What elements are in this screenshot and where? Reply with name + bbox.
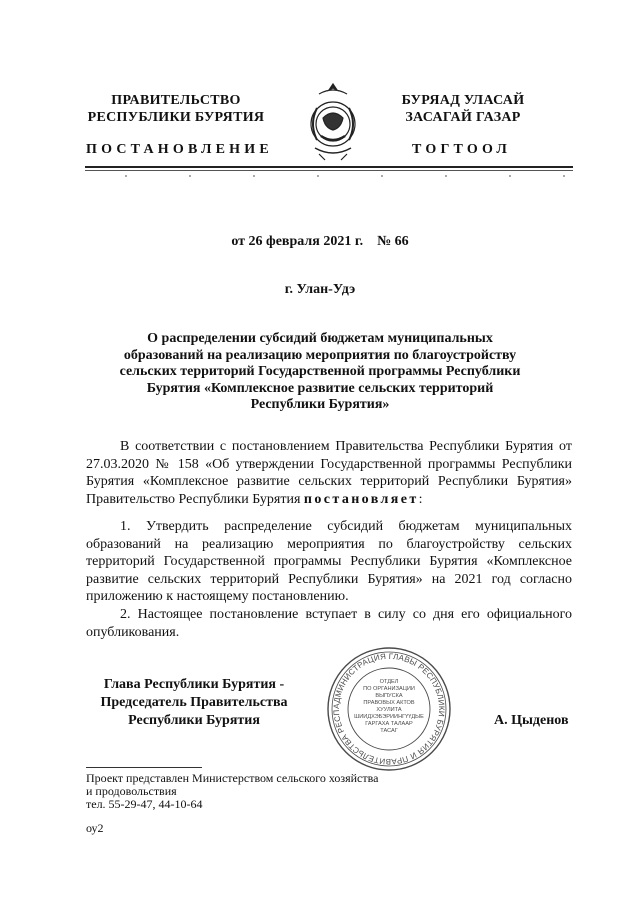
preamble-text: В соответствии с постановлением Правительства Республики Бурятия от 27.03.2020 № 158 «Об утверждении Государственной программы Республики Бурятия «Комплексное развитие сельских территорий Республики Бурятия» Правительство Республики Бурятия — [86, 439, 572, 507]
stamp-line5: ХУУЛИТА — [376, 707, 402, 713]
paragraph-preamble — [86, 438, 572, 508]
footer-rule — [86, 767, 202, 768]
footer-line1: Проект представлен Министерством сельского хозяйства — [86, 771, 379, 785]
document-title — [90, 331, 550, 414]
paragraph-item-2 — [86, 606, 572, 641]
signature-position-line2: Председатель Правительства — [100, 695, 288, 710]
stamp-ring-text: АДМИНИСТРАЦИЯ ГЛАВЫ РЕСПУБЛИКИ БУРЯТИЯ И ПРАВИТЕЛЬСТВА РЕСП — [331, 651, 447, 767]
header-right-line2: ЗАСАГАЙ ГАЗАР — [405, 110, 521, 125]
preamble-decree-word: постановляет — [303, 491, 419, 507]
doc-type-left: ПОСТАНОВЛЕНИЕ — [86, 142, 273, 157]
header-left-line1: ПРАВИТЕЛЬСТВО — [111, 93, 241, 108]
header-dots — [85, 175, 573, 181]
doc-type-right: ТОГТООЛ — [412, 142, 512, 157]
footer-line3: тел. 55-29-47, 44-10-64 — [86, 797, 203, 811]
title-line5: Республики Бурятия» — [250, 397, 390, 412]
stamp-line8: ТАСАГ — [380, 728, 398, 734]
stamp-line2: ПО ОРГАНИЗАЦИИ — [363, 686, 415, 692]
date-number: от 26 февраля 2021 г. № 66 — [231, 234, 409, 249]
footer-info — [86, 772, 378, 811]
stamp-line7: ГАРГАХА ТАЛААР — [365, 721, 413, 727]
signatory-name: А. Цыденов — [494, 713, 569, 728]
header-right-line1: БУРЯАД УЛАСАЙ — [401, 93, 525, 108]
item-2-text: 2. Настоящее постановление вступает в силу со дня его официального опубликования. — [86, 607, 572, 640]
stamp-line6: ШИИДХЭБЭРИИНГҮҮДЫЕ — [354, 714, 424, 720]
place: г. Улан-Удэ — [284, 282, 356, 297]
header-left — [86, 92, 266, 126]
paragraph-item-1 — [86, 518, 572, 606]
preamble-colon: : — [418, 491, 423, 507]
title-line4: Бурятия «Комплексное развитие сельских территорий — [146, 380, 494, 396]
signature-position-line1: Глава Республики Бурятия - — [103, 677, 285, 692]
title-line2: образований на реализацию мероприятия по благоустройству — [123, 347, 517, 363]
title-line3: сельских территорий Государственной программы Республики — [119, 364, 521, 379]
header-rule-thick — [85, 166, 573, 168]
signature-position-line3: Республики Бурятия — [128, 713, 260, 728]
signature-position — [86, 676, 302, 730]
item-1-text: 1. Утвердить распределение субсидий бюджетам муниципальных образований на реализацию мероприятия по благоустройству сельских территорий Государственной программы Республики Бурятия «Комплексное развитие сельских территорий Республики Бурятия» на 2021 год согласно приложению к настоящему постановлению. — [86, 519, 572, 605]
stamp-line1: ОТДЕЛ — [379, 679, 399, 685]
stamp-line4: ПРАВОВЫХ АКТОВ — [363, 700, 415, 706]
official-stamp — [325, 645, 453, 773]
stamp-line3: ВЫПУСКА — [375, 693, 403, 699]
footer-line2: и продовольствия — [86, 784, 177, 798]
stamp-graphic — [325, 645, 453, 773]
coat-of-arms-icon — [295, 78, 371, 166]
header-rule-thin — [85, 170, 573, 171]
title-line1: О распределении субсидий бюджетам муниципальных — [147, 331, 493, 346]
footer-code: оу2 — [86, 821, 104, 835]
header-right — [388, 92, 538, 126]
header-left-line2: РЕСПУБЛИКИ БУРЯТИЯ — [87, 110, 265, 125]
